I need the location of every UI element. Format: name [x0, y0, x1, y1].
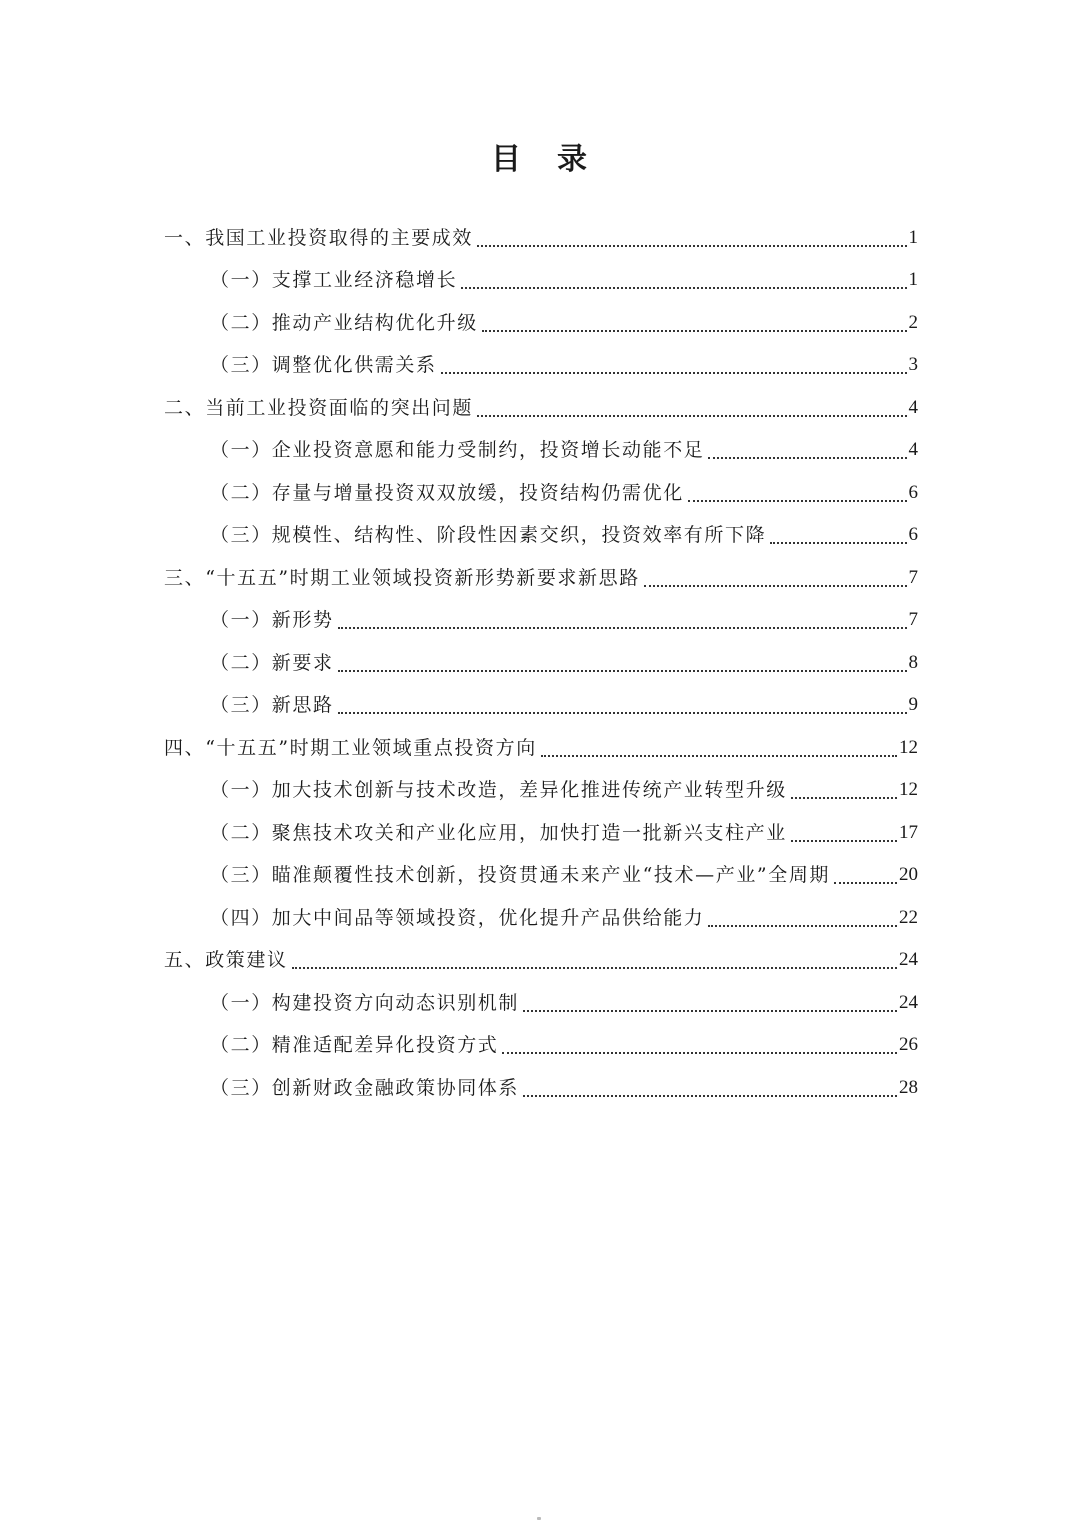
toc-entry-label: （二）推动产业结构优化升级: [210, 312, 478, 334]
toc-entry[interactable]: [210, 347, 918, 383]
toc-entry[interactable]: [210, 517, 918, 553]
toc-entry[interactable]: [210, 475, 918, 511]
toc-leader-dots: [791, 772, 897, 808]
toc-entry-page: 20: [899, 864, 918, 885]
toc-entry[interactable]: [164, 730, 918, 766]
toc-leader-dots: [338, 687, 907, 723]
toc-leader-dots: [708, 432, 906, 468]
toc-leader-dots: [770, 517, 906, 553]
toc-entry-page: 9: [908, 694, 918, 715]
toc-leader-dots: [477, 390, 906, 426]
toc-entry-page: 26: [899, 1034, 918, 1055]
toc-entry-page: 12: [899, 779, 918, 800]
toc-entry-label: 三、“十五五”时期工业领域投资新形势新要求新思路: [164, 567, 640, 589]
toc-entry-page: 12: [899, 737, 918, 758]
toc-title: [0, 138, 1080, 182]
toc-entry-page: 28: [899, 1077, 918, 1098]
toc-leader-dots: [441, 347, 907, 383]
toc-leader-dots: [791, 815, 897, 851]
toc-entry[interactable]: [210, 857, 918, 893]
toc-entry-label: （二）聚焦技术攻关和产业化应用，加快打造一批新兴支柱产业: [210, 822, 787, 844]
toc-entry[interactable]: [210, 432, 918, 468]
toc-title-char-2: 录: [557, 142, 589, 177]
toc-leader-dots: [338, 645, 907, 681]
toc-entry[interactable]: [210, 900, 918, 936]
toc-leader-dots: [688, 475, 907, 511]
toc-entry[interactable]: [210, 815, 918, 851]
toc-entry-label: （三）创新财政金融政策协同体系: [210, 1077, 520, 1099]
toc-entry-page: 6: [908, 482, 918, 503]
toc-entry-page: 3: [908, 354, 918, 375]
toc-entry-label: 一、我国工业投资取得的主要成效: [164, 227, 474, 249]
toc-entry-page: 7: [908, 567, 918, 588]
toc-entry[interactable]: [164, 560, 918, 596]
toc-entry[interactable]: [210, 262, 918, 298]
toc-entry-label: （二）新要求: [210, 652, 334, 674]
toc-entry[interactable]: [164, 942, 918, 978]
toc-entry-page: 4: [908, 397, 918, 418]
page-bottom-mark: [537, 1517, 541, 1520]
toc-entry-label: （三）调整优化供需关系: [210, 354, 437, 376]
toc-entry[interactable]: [210, 602, 918, 638]
toc-leader-dots: [644, 560, 907, 596]
toc-leader-dots: [502, 1027, 897, 1063]
toc-entry-page: 8: [908, 652, 918, 673]
toc-entry[interactable]: [210, 985, 918, 1021]
toc-entry[interactable]: [210, 1070, 918, 1106]
toc-entry-page: 2: [908, 312, 918, 333]
toc-entry-label: （一）加大技术创新与技术改造，差异化推进传统产业转型升级: [210, 779, 787, 801]
toc-leader-dots: [523, 985, 897, 1021]
toc-entry-label: （一）构建投资方向动态识别机制: [210, 992, 520, 1014]
toc-entry-label: （二）精准适配差异化投资方式: [210, 1034, 499, 1056]
toc-entry[interactable]: [210, 645, 918, 681]
toc-entry-label: 五、政策建议: [164, 949, 288, 971]
toc-leader-dots: [292, 942, 897, 978]
toc-entry-page: 6: [908, 524, 918, 545]
toc-entry[interactable]: [210, 687, 918, 723]
toc-entry-page: 24: [899, 992, 918, 1013]
toc-entry-label: 四、“十五五”时期工业领域重点投资方向: [164, 737, 537, 759]
toc-entry-label: （一）新形势: [210, 609, 334, 631]
toc-entry-label: （三）新思路: [210, 694, 334, 716]
toc-entry[interactable]: [210, 772, 918, 808]
toc-entry-page: 17: [899, 822, 918, 843]
toc-entry-label: （一）支撑工业经济稳增长: [210, 269, 458, 291]
toc-entry-page: 1: [908, 269, 918, 290]
toc-entry-page: 24: [899, 949, 918, 970]
toc-entry-label: （四）加大中间品等领域投资，优化提升产品供给能力: [210, 907, 705, 929]
toc-entry[interactable]: [164, 390, 918, 426]
toc-leader-dots: [541, 730, 897, 766]
toc-leader-dots: [708, 900, 897, 936]
toc-entry-label: （一）企业投资意愿和能力受制约，投资增长动能不足: [210, 439, 705, 461]
toc-leader-dots: [834, 857, 897, 893]
toc-entry-page: 22: [899, 907, 918, 928]
toc-entry[interactable]: [210, 1027, 918, 1063]
toc-leader-dots: [523, 1070, 897, 1106]
toc-entry-label: （二）存量与增量投资双双放缓，投资结构仍需优化: [210, 482, 684, 504]
toc-entry-label: 二、当前工业投资面临的突出问题: [164, 397, 474, 419]
toc-leader-dots: [477, 220, 906, 256]
toc-entry-label: （三）规模性、结构性、阶段性因素交织，投资效率有所下降: [210, 524, 767, 546]
toc-entry-page: 1: [908, 227, 918, 248]
toc-title-char-1: 目: [491, 142, 523, 177]
toc-entry-page: 4: [908, 439, 918, 460]
toc-entry-page: 7: [908, 609, 918, 630]
toc-leader-dots: [482, 305, 907, 341]
toc-entry[interactable]: [164, 220, 918, 256]
toc-entry[interactable]: [210, 305, 918, 341]
toc-leader-dots: [461, 262, 906, 298]
toc-leader-dots: [338, 602, 907, 638]
toc-entry-label: （三）瞄准颠覆性技术创新，投资贯通未来产业“技术—产业”全周期: [210, 864, 831, 886]
